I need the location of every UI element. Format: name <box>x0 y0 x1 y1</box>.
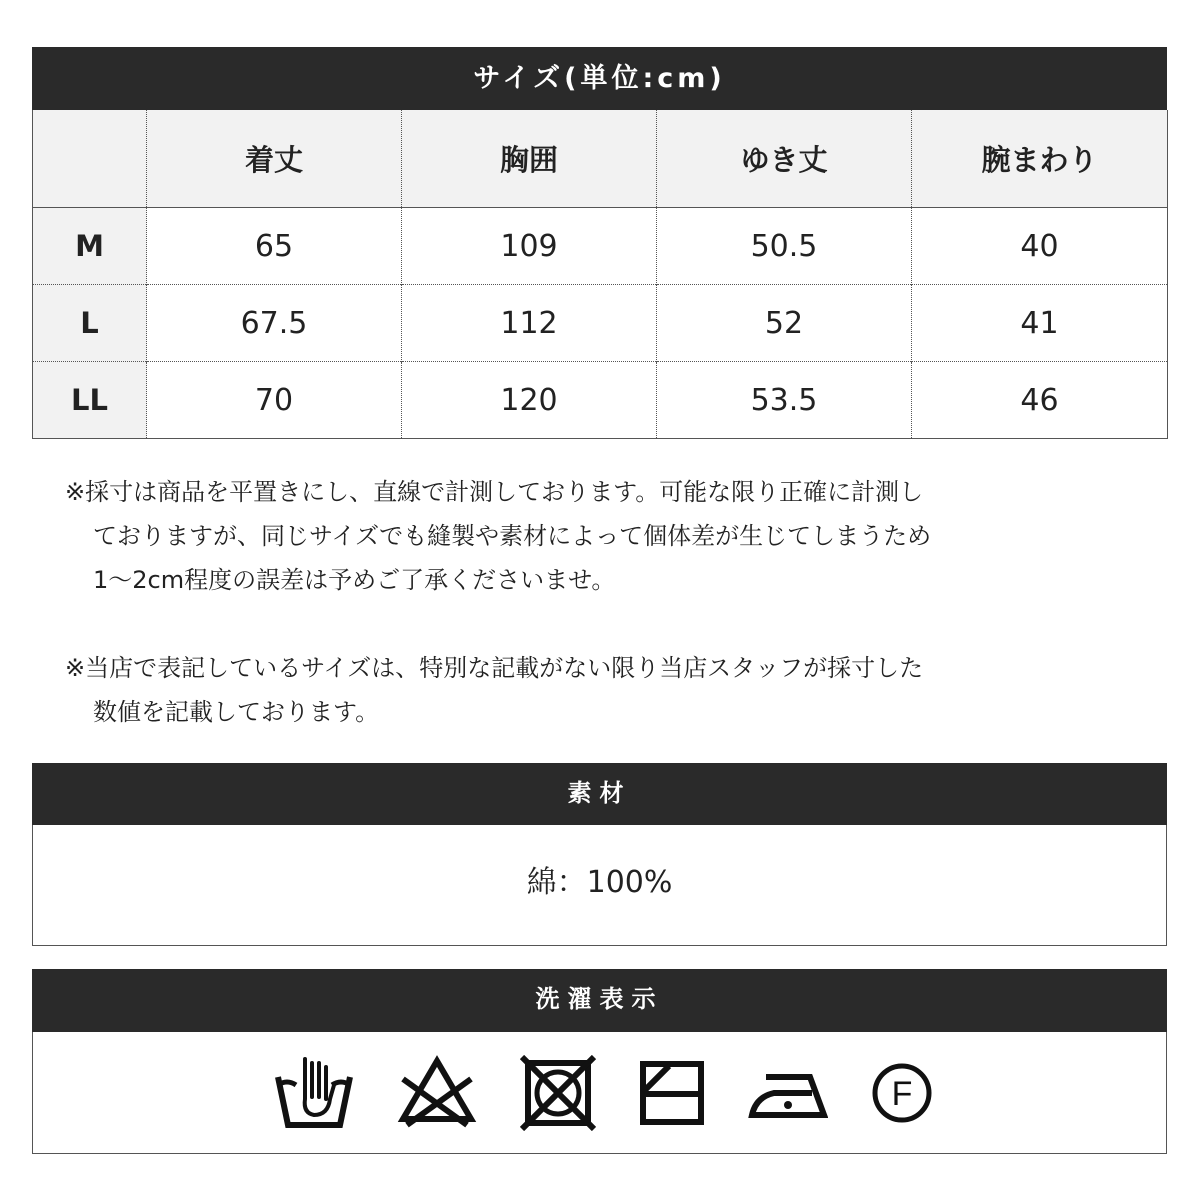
care-box <box>32 1032 1167 1154</box>
note-line: ※当店で表記しているサイズは、特別な記載がない限り当店スタッフが採寸した <box>65 654 924 682</box>
column-header-length: 着丈 <box>147 110 402 208</box>
table-cell: 65 <box>147 208 402 285</box>
size-table <box>32 110 1168 439</box>
hand-wash-icon <box>274 1055 354 1131</box>
dry-clean-f-icon <box>871 1062 933 1124</box>
note-line: 1～2cm程度の誤差は予めご了承くださいませ。 <box>93 566 616 594</box>
iron-low-icon <box>748 1063 828 1123</box>
table-cell: 120 <box>402 362 657 439</box>
corner-cell <box>33 110 147 208</box>
size-section-header: サイズ(単位:cm) <box>32 47 1167 110</box>
table-cell: 112 <box>402 285 657 362</box>
note-line: ※採寸は商品を平置きにし、直線で計測しております。可能な限り正確に計測し <box>65 478 924 506</box>
table-row <box>33 285 1168 362</box>
table-cell: 50.5 <box>657 208 912 285</box>
material-text: 綿：100% <box>526 865 673 900</box>
no-bleach-icon <box>397 1055 477 1131</box>
care-section-header: 洗濯表示 <box>32 969 1167 1032</box>
column-header-chest: 胸囲 <box>402 110 657 208</box>
staff-measurement-note <box>65 646 1065 734</box>
table-cell: 109 <box>402 208 657 285</box>
table-cell: 40 <box>912 208 1168 285</box>
size-notes <box>65 470 1065 734</box>
size-table-header-row <box>33 110 1168 208</box>
care-icons <box>33 1032 1166 1153</box>
note-line: 数値を記載しております。 <box>93 698 380 726</box>
measurement-note <box>65 470 1065 602</box>
table-cell: 46 <box>912 362 1168 439</box>
note-line: ておりますが、同じサイズでも縫製や素材によって個体差が生じてしまうため <box>93 522 932 550</box>
table-row <box>33 362 1168 439</box>
column-header-arm: 腕まわり <box>912 110 1168 208</box>
material-section-header: 素材 <box>32 763 1167 825</box>
row-label-m: M <box>33 208 147 285</box>
table-row <box>33 208 1168 285</box>
no-tumble-dry-icon <box>520 1055 596 1131</box>
row-label-l: L <box>33 285 147 362</box>
table-cell: 70 <box>147 362 402 439</box>
line-dry-shade-icon <box>639 1060 705 1126</box>
table-cell: 52 <box>657 285 912 362</box>
column-header-sleeve: ゆき丈 <box>657 110 912 208</box>
table-cell: 41 <box>912 285 1168 362</box>
row-label-ll: LL <box>33 362 147 439</box>
dry-clean-f-label: F <box>891 1074 913 1113</box>
material-box <box>32 825 1167 946</box>
table-cell: 67.5 <box>147 285 402 362</box>
table-cell: 53.5 <box>657 362 912 439</box>
